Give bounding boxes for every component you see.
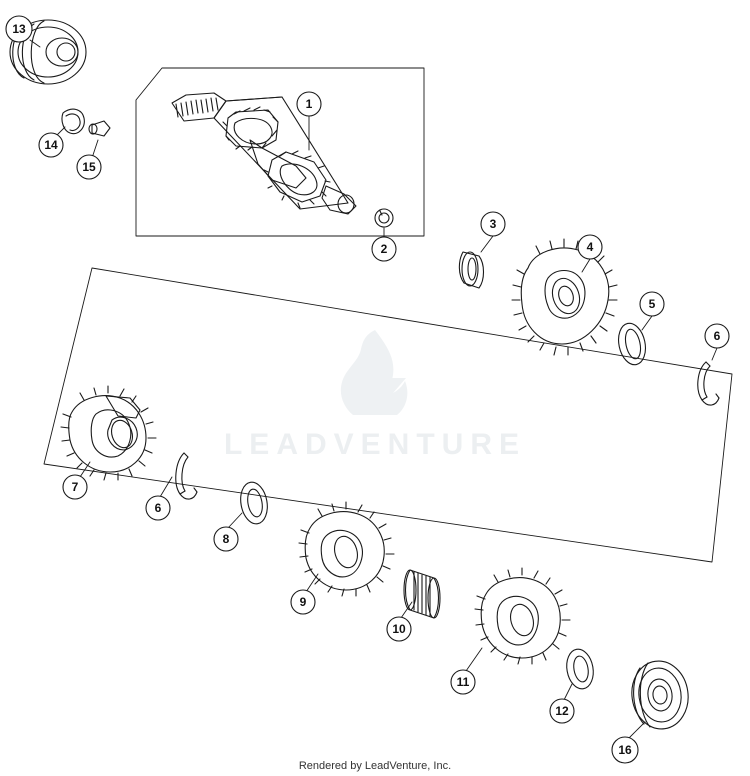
part-gear-11 [475,568,570,664]
callout-label-12: 12 [555,704,569,718]
callout-12[interactable] [550,705,574,717]
part-gear-7 [61,386,156,480]
callout-8[interactable] [214,533,238,545]
callout-label-14: 14 [44,138,58,152]
part-washer-12 [564,647,597,691]
part-pin [89,121,110,136]
callout-13[interactable] [7,23,31,35]
callout-label-7: 7 [71,480,79,494]
callout-label-15: 15 [82,160,96,174]
part-bushing [459,252,483,288]
part-gear-4 [512,239,617,355]
callout-6b[interactable] [146,502,170,514]
callout-label-1: 1 [305,97,313,111]
callout-10[interactable] [387,623,411,635]
callout-label-9: 9 [299,595,307,609]
callout-label-4: 4 [586,240,594,254]
callout-label-13: 13 [12,22,26,36]
callout-label-6a: 6 [713,329,721,343]
callout-3[interactable] [481,218,505,230]
callout-6a[interactable] [705,330,729,342]
callout-label-3: 3 [489,217,497,231]
callout-label-2: 2 [380,242,388,256]
callout-label-6b: 6 [154,501,162,515]
callout-4[interactable] [578,241,602,253]
callout-label-5: 5 [648,297,656,311]
part-woodruff-key [62,109,84,134]
callout-label-16: 16 [618,743,632,757]
footer-attribution: Rendered by LeadVenture, Inc. [298,760,452,772]
callout-9[interactable] [291,596,315,608]
callout-1[interactable] [297,98,321,110]
callout-5[interactable] [640,298,664,310]
callout-11[interactable] [451,676,475,688]
callout-label-10: 10 [392,622,406,636]
callout-label-11: 11 [456,675,470,689]
part-circlip-6b [176,453,197,499]
part-needle-bearing [404,570,440,618]
callout-14[interactable] [39,139,63,151]
part-circlip-small [375,209,393,227]
callout-2[interactable] [372,243,396,255]
callout-7[interactable] [63,481,87,493]
callout-16[interactable] [613,744,637,756]
watermark-text: LEADVENTURE [223,428,526,461]
callout-15[interactable] [77,161,101,173]
watermark-flame-icon [341,330,408,415]
callout-label-8: 8 [222,532,230,546]
part-ball-bearing-16 [628,657,693,732]
part-main-shaft [136,68,424,236]
part-washer-8 [238,480,271,526]
